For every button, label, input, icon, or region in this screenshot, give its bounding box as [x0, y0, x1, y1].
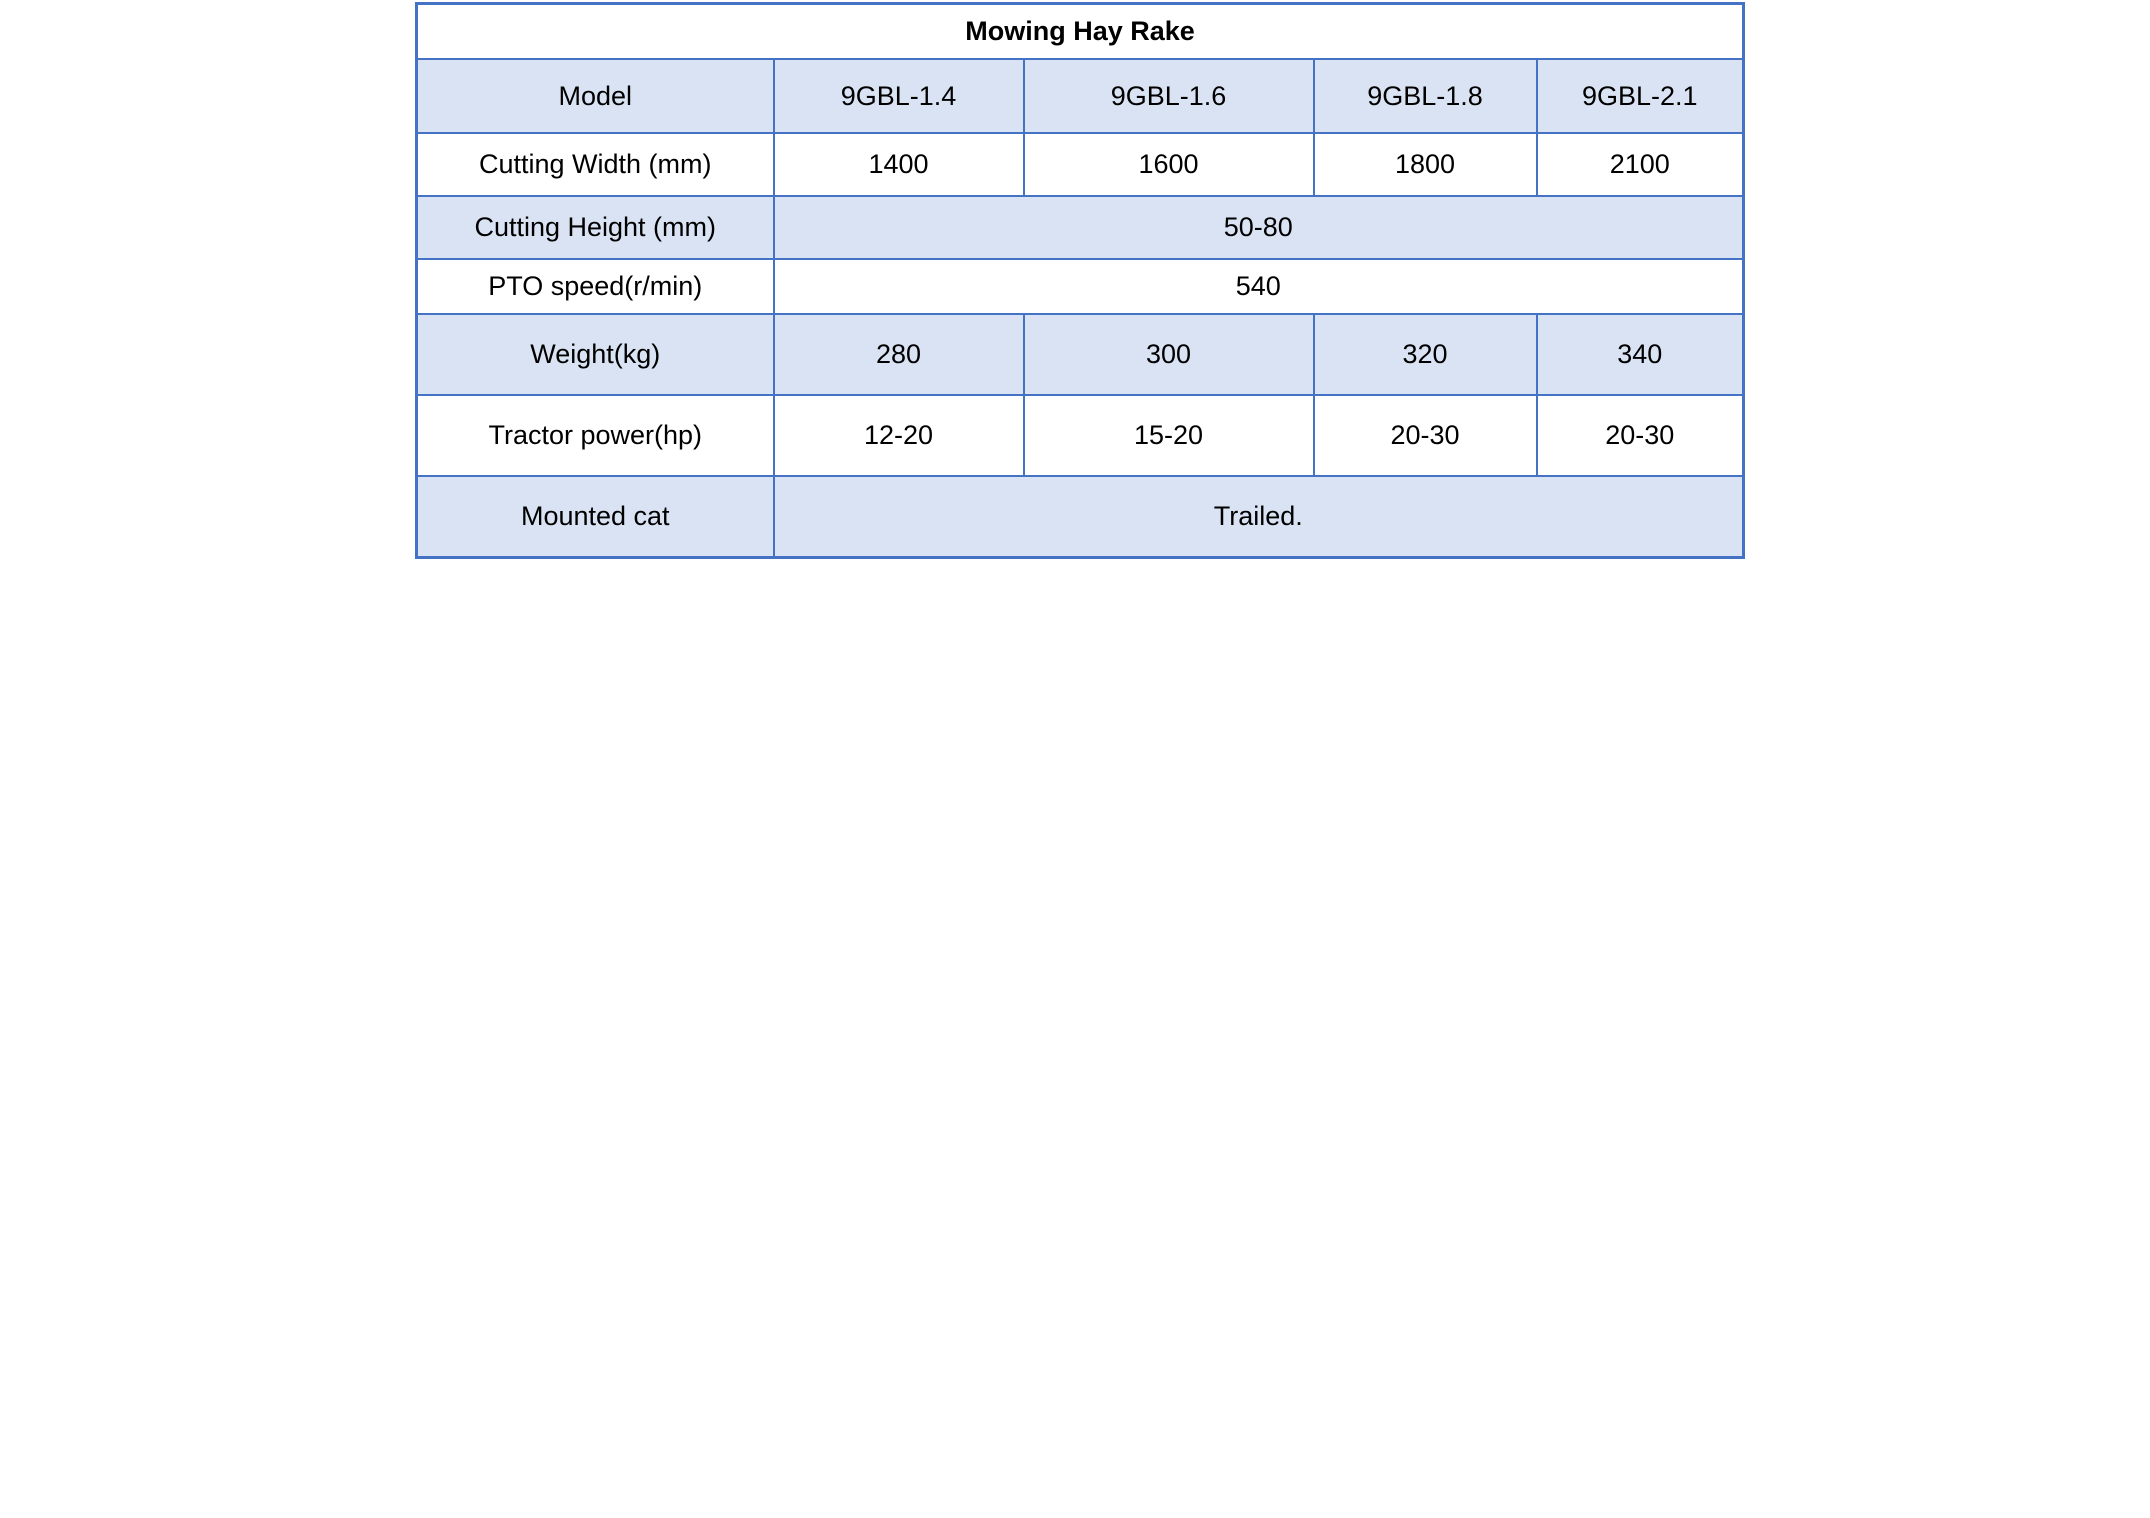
table-cell: 9GBL-2.1 [1537, 59, 1744, 133]
table-cell: 20-30 [1314, 395, 1537, 476]
table-cell: 9GBL-1.4 [774, 59, 1024, 133]
table-cell: 9GBL-1.8 [1314, 59, 1537, 133]
table-cell: 9GBL-1.6 [1024, 59, 1314, 133]
table-cell: 1600 [1024, 133, 1314, 196]
table-cell: 280 [774, 314, 1024, 395]
table-cell: 320 [1314, 314, 1537, 395]
table-cell: 340 [1537, 314, 1744, 395]
row-label: Weight(kg) [417, 314, 774, 395]
spec-table [415, 2, 1745, 559]
table-cell: 2100 [1537, 133, 1744, 196]
table-row-model [417, 59, 1744, 133]
title-row [417, 4, 1744, 60]
table-cell: 15-20 [1024, 395, 1314, 476]
table-cell: 50-80 [774, 196, 1744, 259]
table-cell: 20-30 [1537, 395, 1744, 476]
table-cell: 1800 [1314, 133, 1537, 196]
table-cell: 1400 [774, 133, 1024, 196]
row-label: Tractor power(hp) [417, 395, 774, 476]
table-row-mounted-cat [417, 476, 1744, 558]
table-row-cutting-height [417, 196, 1744, 259]
table-row-weight [417, 314, 1744, 395]
table-row-cutting-width [417, 133, 1744, 196]
table-cell: 300 [1024, 314, 1314, 395]
row-label: PTO speed(r/min) [417, 259, 774, 314]
row-label: Cutting Height (mm) [417, 196, 774, 259]
table-row-tractor-power [417, 395, 1744, 476]
table-title: Mowing Hay Rake [417, 4, 1744, 60]
row-label: Model [417, 59, 774, 133]
row-label: Cutting Width (mm) [417, 133, 774, 196]
row-label: Mounted cat [417, 476, 774, 558]
table-row-pto-speed [417, 259, 1744, 314]
table-cell: Trailed. [774, 476, 1744, 558]
table-cell: 540 [774, 259, 1744, 314]
table-cell: 12-20 [774, 395, 1024, 476]
